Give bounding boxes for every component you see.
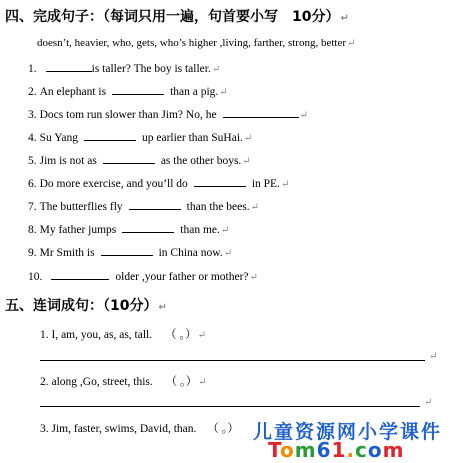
sentence-text-after: up earlier than SuHai. xyxy=(141,132,243,144)
answer-blank[interactable] xyxy=(84,129,136,141)
sentence-text-after: in China now. xyxy=(158,247,223,259)
paragraph-mark-icon: ↵ xyxy=(249,272,258,283)
logo-letter: T xyxy=(268,438,280,462)
paragraph-mark-icon: ↵ xyxy=(424,397,433,408)
logo-letter: o xyxy=(280,438,295,462)
logo-letter: c xyxy=(355,438,368,462)
sentence-text-after: is taller? The boy is taller. xyxy=(91,63,211,75)
sentence-item xyxy=(28,221,229,236)
answer-blank[interactable] xyxy=(51,268,109,280)
paragraph-mark-icon: ↵ xyxy=(223,248,233,259)
sentence-text-after: as the other boys. xyxy=(160,155,242,167)
sentence-text-before: Do more exercise, and you’ll do xyxy=(39,178,188,190)
answer-blank[interactable] xyxy=(122,221,174,233)
paragraph-mark-icon: ↵ xyxy=(340,13,349,24)
sentence-text-after: than a pig. xyxy=(170,86,219,98)
reorder-question-3: 3. Jim, faster, swims, David, than. （ 。） xyxy=(40,423,239,435)
sentence-text-before: An elephant is xyxy=(39,86,107,98)
paragraph-mark-icon: ↵ xyxy=(429,351,438,362)
item-number: 6. xyxy=(28,178,37,190)
word-bank: doesn’t, heavier, who, gets, who’s higher ,living, farther, strong, better↵ xyxy=(37,37,356,49)
logo-letter: o xyxy=(367,438,383,462)
sentence-text-after: than me. xyxy=(180,224,220,236)
answer-blank[interactable] xyxy=(103,152,155,164)
paragraph-mark-icon: ↵ xyxy=(158,302,167,313)
sentence-text-after: in PE. xyxy=(251,178,280,190)
paragraph-mark-icon: ↵ xyxy=(198,377,207,388)
sentence-text-before: Su Yang xyxy=(39,132,78,144)
item-number: 4. xyxy=(28,132,37,144)
logo-letter: 6 xyxy=(316,438,332,462)
logo-letter: 1 xyxy=(331,438,347,462)
item-number: 3. xyxy=(28,109,37,121)
paragraph-mark-icon: ↵ xyxy=(220,225,230,236)
item-number: 8. xyxy=(28,224,37,236)
paragraph-mark-icon: ↵ xyxy=(243,133,253,144)
logo-letter: . xyxy=(346,438,356,462)
paragraph-mark-icon: ↵ xyxy=(211,64,221,75)
answer-line-2[interactable] xyxy=(40,406,420,407)
section-4-title: 四、完成句子：（每词只用一遍，句首要小写 10分）↵ xyxy=(5,9,349,25)
item-number: 9. xyxy=(28,247,37,259)
answer-line-1[interactable] xyxy=(40,360,425,361)
answer-blank[interactable] xyxy=(223,106,299,118)
item-number: 7. xyxy=(28,201,37,213)
paragraph-mark-icon: ↵ xyxy=(280,179,290,190)
paragraph-mark-icon: ↵ xyxy=(250,202,259,213)
paragraph-mark-icon: ↵ xyxy=(346,38,356,49)
section-5-title: 五、连词成句：（10分）↵ xyxy=(5,298,167,314)
item-number: 5. xyxy=(28,155,37,167)
answer-blank[interactable] xyxy=(194,175,246,187)
reorder-question-1: 1. I, am, you, as, as, tall. （ 。）↵ xyxy=(40,329,206,341)
sentence-item xyxy=(28,60,220,75)
sentence-item xyxy=(28,244,232,259)
item-number: 2. xyxy=(28,86,37,98)
answer-blank[interactable] xyxy=(101,244,153,256)
sentence-text-after: than the bees. xyxy=(186,201,250,213)
sentence-item xyxy=(28,83,228,98)
sentence-text-before: Docs tom run slower than Jim? No, he xyxy=(39,109,217,121)
paragraph-mark-icon: ↵ xyxy=(242,156,251,167)
sentence-item xyxy=(28,175,289,190)
item-number: 10. xyxy=(28,271,43,283)
sentence-item xyxy=(28,268,258,283)
answer-blank[interactable] xyxy=(112,83,164,95)
reorder-question-2: 2. along ,Go, street, this. （ 。）↵ xyxy=(40,376,207,388)
watermark-logo xyxy=(268,438,405,462)
paragraph-mark-icon: ↵ xyxy=(299,110,308,121)
watermark-text: 儿童资源网小学课件 xyxy=(253,421,443,443)
sentence-text-before: Mr Smith is xyxy=(39,247,95,259)
sentence-text-before: Jim is not as xyxy=(39,155,97,167)
paragraph-mark-icon: ↵ xyxy=(219,87,228,98)
logo-letter: m xyxy=(382,438,405,462)
sentence-item xyxy=(28,152,251,167)
sentence-item xyxy=(28,198,259,213)
answer-blank[interactable] xyxy=(46,60,92,72)
sentence-item xyxy=(28,106,308,121)
sentence-item xyxy=(28,129,252,144)
sentence-text-after: older ,your father or mother? xyxy=(115,271,249,283)
paragraph-mark-icon: ↵ xyxy=(197,330,206,341)
sentence-text-before: The butterflies fly xyxy=(39,201,123,213)
item-number: 1. xyxy=(28,63,37,75)
logo-letter: m xyxy=(294,438,317,462)
sentence-text-before: My father jumps xyxy=(39,224,117,236)
answer-blank[interactable] xyxy=(129,198,181,210)
